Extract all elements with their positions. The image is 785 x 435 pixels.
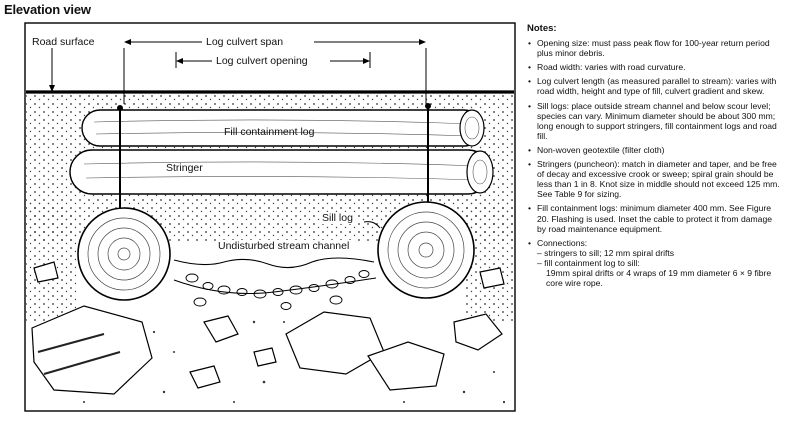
connections-title: • Connections: bbox=[537, 237, 588, 248]
note-stringers: • Stringers (puncheon): match in diameter and taper, and be free of decay and excessive crook or sweep; spiral grain should be less than 1 in 8. Knot size in middle should not exceed 125 mm. See Table 9 for sizing. bbox=[527, 159, 781, 199]
road-surface-label: Road surface bbox=[32, 36, 95, 48]
stringer-label: Stringer bbox=[166, 162, 203, 174]
note-fill-containment-logs: • Fill containment logs: minimum diameter 400 mm. See Figure 20. Flashing is used. Inset the cable to protect it from damage by road maintenance equipment. bbox=[527, 203, 781, 233]
note-culvert-length: • Log culvert length (as measured parallel to stream): varies with road width, height and type of fill, culvert gradient and skew. bbox=[527, 76, 781, 96]
notes-list bbox=[527, 38, 781, 288]
sill-log-label: Sill log bbox=[322, 212, 353, 224]
opening-label: Log culvert opening bbox=[216, 55, 308, 67]
connections-line-3: 19mm spiral drifts or 4 wraps of 19 mm diameter 6 × 9 fibre core wire rope. bbox=[546, 267, 772, 289]
stringer-log bbox=[70, 150, 493, 194]
note-geotextile: • Non-woven geotextile (filter cloth) bbox=[527, 145, 781, 155]
elevation-drawing bbox=[24, 22, 516, 412]
notes-title: Notes: bbox=[527, 23, 557, 34]
note-road-width: • Road width: varies with road curvature. bbox=[527, 62, 781, 72]
left-sill-log bbox=[78, 208, 170, 300]
notes-panel bbox=[527, 24, 781, 292]
span-label: Log culvert span bbox=[206, 36, 284, 48]
stream-channel bbox=[174, 258, 376, 310]
connections-line-2: – fill containment log to sill: bbox=[537, 257, 640, 268]
note-opening-size: • Opening size: must pass peak flow for 100-year return period plus minor debris. bbox=[527, 38, 781, 58]
note-sill-logs: • Sill logs: place outside stream channel and below scour level; species can vary. Minimum diameter should be about 300 mm; long enough to support stringers, fill containment logs and road fill. bbox=[527, 101, 781, 141]
fill-containment-log-label: Fill containment log bbox=[224, 126, 315, 138]
note-connections bbox=[527, 238, 781, 288]
connections-line-1: – stringers to sill; 12 mm spiral drifts bbox=[537, 247, 675, 258]
page-title: Elevation view bbox=[4, 2, 91, 17]
stream-channel-label: Undisturbed stream channel bbox=[218, 240, 350, 252]
right-sill-log bbox=[378, 202, 474, 298]
